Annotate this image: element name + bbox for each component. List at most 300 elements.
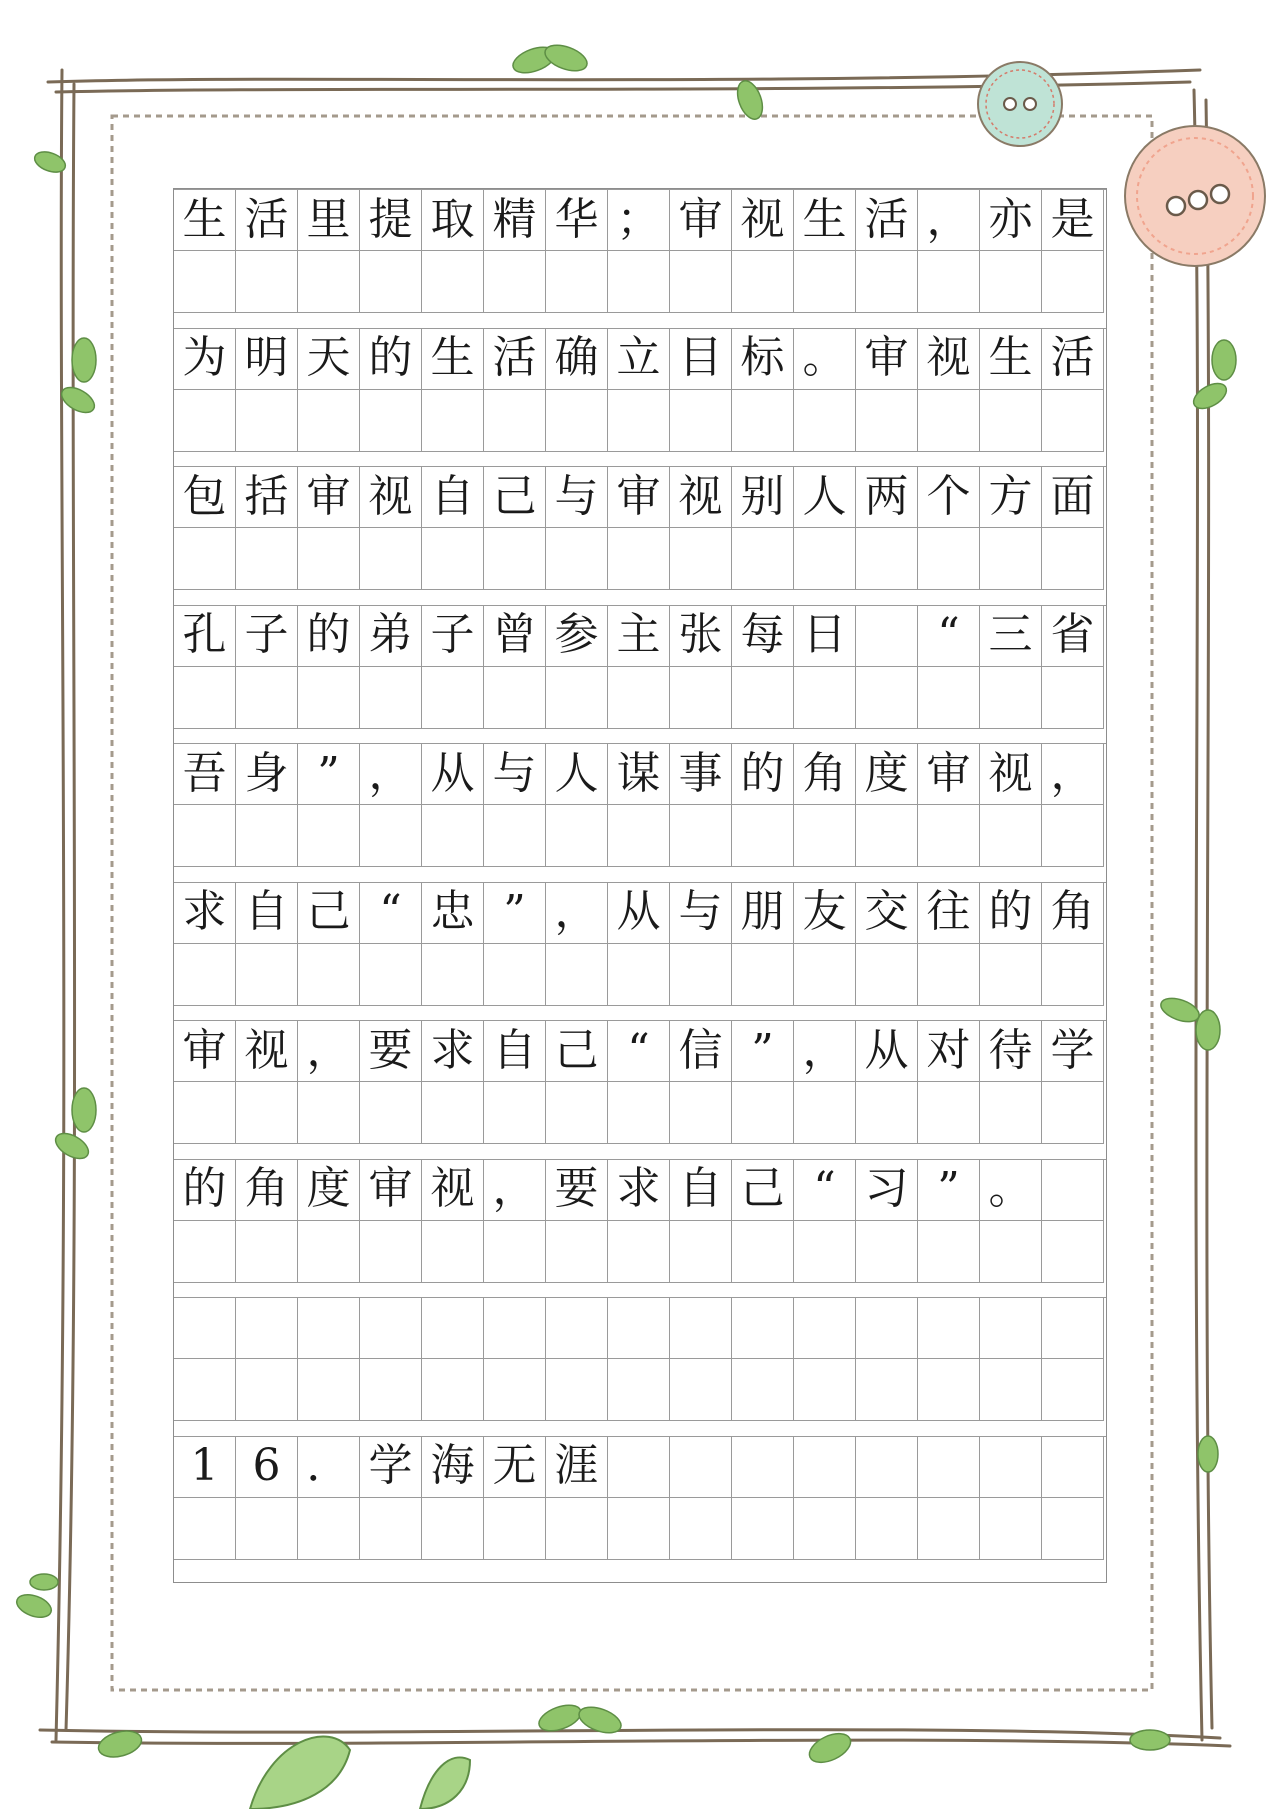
practice-cell xyxy=(856,1221,918,1283)
practice-cell xyxy=(794,944,856,1006)
practice-cell xyxy=(856,251,918,313)
practice-cell xyxy=(608,1221,670,1283)
practice-cell xyxy=(918,251,980,313)
practice-cell xyxy=(670,1498,732,1560)
practice-cell xyxy=(298,251,360,313)
practice-cell xyxy=(732,390,794,452)
grid-cell: “ xyxy=(794,1159,856,1221)
practice-cell xyxy=(608,390,670,452)
grid-cell: 面 xyxy=(1042,466,1104,528)
practice-cell xyxy=(546,251,608,313)
practice-cell xyxy=(856,528,918,590)
grid-cell: ” xyxy=(484,882,546,944)
practice-cell xyxy=(484,1221,546,1283)
practice-cell xyxy=(732,667,794,729)
grid-cell: 视 xyxy=(422,1159,484,1221)
practice-cell xyxy=(546,528,608,590)
grid-cell: 审 xyxy=(174,1020,236,1082)
grid-cell: 省 xyxy=(1042,605,1104,667)
practice-cell xyxy=(546,390,608,452)
grid-cell: 吾 xyxy=(174,743,236,805)
practice-cell xyxy=(732,251,794,313)
practice-cell xyxy=(980,528,1042,590)
practice-cell xyxy=(422,528,484,590)
practice-cell xyxy=(236,1498,298,1560)
practice-cell xyxy=(174,1082,236,1144)
practice-cell xyxy=(608,805,670,867)
practice-cell xyxy=(546,667,608,729)
practice-cell xyxy=(670,1082,732,1144)
practice-cell xyxy=(980,390,1042,452)
grid-cell: 谋 xyxy=(608,743,670,805)
practice-cell xyxy=(236,251,298,313)
grid-cell xyxy=(856,1297,918,1359)
practice-cell xyxy=(236,528,298,590)
practice-cell xyxy=(484,390,546,452)
practice-cell xyxy=(484,251,546,313)
grid-cell: 审 xyxy=(360,1159,422,1221)
grid-cell: 从 xyxy=(856,1020,918,1082)
decorative-button-icon xyxy=(1125,126,1265,266)
practice-cell xyxy=(546,944,608,1006)
practice-cell xyxy=(856,1498,918,1560)
grid-cell: 的 xyxy=(298,605,360,667)
grid-cell: 己 xyxy=(546,1020,608,1082)
practice-cell xyxy=(360,1082,422,1144)
grid-cell: 是 xyxy=(1042,189,1104,251)
grid-cell: 视 xyxy=(918,328,980,390)
practice-cell xyxy=(546,1082,608,1144)
practice-cell xyxy=(422,251,484,313)
practice-cell xyxy=(298,1359,360,1421)
grid-cell: 。 xyxy=(794,328,856,390)
grid-cell: 生 xyxy=(980,328,1042,390)
grid-line-pair xyxy=(174,1159,1106,1283)
practice-cell xyxy=(918,805,980,867)
practice-cell xyxy=(174,251,236,313)
practice-cell xyxy=(360,944,422,1006)
practice-cell xyxy=(670,1221,732,1283)
practice-cell xyxy=(918,1359,980,1421)
grid-cell: 的 xyxy=(174,1159,236,1221)
grid-cell: 立 xyxy=(608,328,670,390)
practice-cell xyxy=(670,805,732,867)
practice-cell xyxy=(856,1359,918,1421)
practice-cell xyxy=(236,1221,298,1283)
practice-cell xyxy=(422,1221,484,1283)
grid-line-pair xyxy=(174,605,1106,729)
practice-cell xyxy=(1042,528,1104,590)
grid-cell: ” xyxy=(298,743,360,805)
grid-cell xyxy=(918,1297,980,1359)
practice-cell xyxy=(980,805,1042,867)
grid-cell xyxy=(794,1436,856,1498)
grid-cell: “ xyxy=(918,605,980,667)
practice-cell xyxy=(608,251,670,313)
large-leaf-icon xyxy=(250,1736,470,1809)
grid-cell: 别 xyxy=(732,466,794,528)
grid-cell: 为 xyxy=(174,328,236,390)
decorative-button-icon xyxy=(978,62,1062,146)
practice-cell xyxy=(608,1498,670,1560)
grid-cell: 的 xyxy=(980,882,1042,944)
practice-cell xyxy=(422,1082,484,1144)
grid-cell: “ xyxy=(608,1020,670,1082)
grid-line-pair xyxy=(174,882,1106,1006)
practice-cell xyxy=(360,251,422,313)
grid-cell: 交 xyxy=(856,882,918,944)
practice-cell xyxy=(732,528,794,590)
grid-cell: 包 xyxy=(174,466,236,528)
grid-cell: 目 xyxy=(670,328,732,390)
practice-cell xyxy=(1042,1221,1104,1283)
practice-cell xyxy=(670,944,732,1006)
practice-cell xyxy=(484,805,546,867)
grid-cell: 视 xyxy=(670,466,732,528)
practice-cell xyxy=(236,805,298,867)
grid-cell: 求 xyxy=(174,882,236,944)
grid-cell: 取 xyxy=(422,189,484,251)
practice-cell xyxy=(608,944,670,1006)
grid-cell: 要 xyxy=(546,1159,608,1221)
practice-cell xyxy=(174,944,236,1006)
grid-cell: ， xyxy=(546,882,608,944)
grid-cell: 个 xyxy=(918,466,980,528)
grid-cell: 天 xyxy=(298,328,360,390)
practice-cell xyxy=(360,390,422,452)
practice-cell xyxy=(794,1221,856,1283)
grid-cell: 视 xyxy=(980,743,1042,805)
grid-cell: 审 xyxy=(298,466,360,528)
grid-line-pair xyxy=(174,1297,1106,1421)
practice-cell xyxy=(298,667,360,729)
grid-cell: 1 xyxy=(174,1436,236,1498)
grid-cell: 人 xyxy=(794,466,856,528)
practice-cell xyxy=(298,1082,360,1144)
practice-cell xyxy=(732,1221,794,1283)
practice-cell xyxy=(670,390,732,452)
practice-cell xyxy=(422,1359,484,1421)
grid-cell xyxy=(794,1297,856,1359)
practice-cell xyxy=(980,944,1042,1006)
grid-cell xyxy=(670,1436,732,1498)
practice-cell xyxy=(980,667,1042,729)
practice-cell xyxy=(422,1498,484,1560)
grid-cell: 与 xyxy=(670,882,732,944)
grid-cell: 待 xyxy=(980,1020,1042,1082)
practice-cell xyxy=(298,1221,360,1283)
practice-cell xyxy=(856,1082,918,1144)
grid-cell: 要 xyxy=(360,1020,422,1082)
practice-cell xyxy=(546,805,608,867)
grid-cell: 子 xyxy=(236,605,298,667)
grid-cell: ． xyxy=(298,1436,360,1498)
grid-cell xyxy=(980,1436,1042,1498)
grid-cell: 生 xyxy=(422,328,484,390)
grid-cell: 与 xyxy=(546,466,608,528)
grid-cell: 方 xyxy=(980,466,1042,528)
grid-cell: 与 xyxy=(484,743,546,805)
grid-cell: 学 xyxy=(360,1436,422,1498)
grid-cell: 求 xyxy=(608,1159,670,1221)
grid-cell: 求 xyxy=(422,1020,484,1082)
practice-cell xyxy=(918,1221,980,1283)
practice-cell xyxy=(298,528,360,590)
practice-cell xyxy=(732,1359,794,1421)
practice-cell xyxy=(670,251,732,313)
grid-cell xyxy=(918,1436,980,1498)
grid-cell: 精 xyxy=(484,189,546,251)
practice-cell xyxy=(608,667,670,729)
grid-line-pair xyxy=(174,328,1106,452)
grid-cell: 三 xyxy=(980,605,1042,667)
practice-cell xyxy=(174,390,236,452)
practice-cell xyxy=(856,667,918,729)
grid-cell: 自 xyxy=(422,466,484,528)
grid-cell: 括 xyxy=(236,466,298,528)
grid-cell: 从 xyxy=(608,882,670,944)
grid-cell: 主 xyxy=(608,605,670,667)
grid-cell: 日 xyxy=(794,605,856,667)
practice-cell xyxy=(360,1221,422,1283)
grid-cell: 生 xyxy=(794,189,856,251)
grid-cell: ， xyxy=(298,1020,360,1082)
grid-cell: 习 xyxy=(856,1159,918,1221)
practice-cell xyxy=(856,390,918,452)
grid-cell xyxy=(1042,1297,1104,1359)
grid-cell: 活 xyxy=(236,189,298,251)
practice-cell xyxy=(236,944,298,1006)
grid-cell xyxy=(980,1297,1042,1359)
grid-cell: “ xyxy=(360,882,422,944)
practice-cell xyxy=(608,528,670,590)
grid-cell xyxy=(732,1436,794,1498)
practice-cell xyxy=(298,944,360,1006)
practice-cell xyxy=(360,667,422,729)
practice-cell xyxy=(236,1082,298,1144)
grid-cell: 华 xyxy=(546,189,608,251)
grid-line-pair xyxy=(174,743,1106,867)
practice-cell xyxy=(484,1498,546,1560)
grid-cell: 角 xyxy=(794,743,856,805)
grid-cell: 友 xyxy=(794,882,856,944)
practice-cell xyxy=(236,390,298,452)
grid-cell: 生 xyxy=(174,189,236,251)
grid-cell: 子 xyxy=(422,605,484,667)
practice-cell xyxy=(794,1498,856,1560)
practice-cell xyxy=(174,805,236,867)
practice-cell xyxy=(174,1359,236,1421)
grid-cell xyxy=(608,1436,670,1498)
practice-cell xyxy=(918,1082,980,1144)
practice-cell xyxy=(1042,390,1104,452)
grid-cell xyxy=(360,1297,422,1359)
grid-cell xyxy=(732,1297,794,1359)
practice-cell xyxy=(1042,1359,1104,1421)
grid-cell: 审 xyxy=(608,466,670,528)
grid-cell: 提 xyxy=(360,189,422,251)
grid-cell: 身 xyxy=(236,743,298,805)
practice-cell xyxy=(236,667,298,729)
practice-cell xyxy=(918,390,980,452)
practice-cell xyxy=(174,667,236,729)
grid-cell: 6 xyxy=(236,1436,298,1498)
grid-cell: ， xyxy=(794,1020,856,1082)
grid-cell xyxy=(608,1297,670,1359)
grid-cell: 自 xyxy=(484,1020,546,1082)
grid-line-pair xyxy=(174,466,1106,590)
grid-cell: ； xyxy=(608,189,670,251)
grid-cell: 事 xyxy=(670,743,732,805)
practice-cell xyxy=(670,1359,732,1421)
practice-cell xyxy=(918,944,980,1006)
grid-cell: 。 xyxy=(980,1159,1042,1221)
practice-cell xyxy=(484,944,546,1006)
practice-cell xyxy=(1042,1082,1104,1144)
practice-cell xyxy=(1042,1498,1104,1560)
grid-cell: 两 xyxy=(856,466,918,528)
grid-cell: 的 xyxy=(732,743,794,805)
grid-cell xyxy=(856,1436,918,1498)
grid-cell: 活 xyxy=(1042,328,1104,390)
practice-cell xyxy=(174,1498,236,1560)
practice-cell xyxy=(1042,805,1104,867)
practice-cell xyxy=(794,667,856,729)
practice-cell xyxy=(980,251,1042,313)
practice-cell xyxy=(546,1359,608,1421)
grid-cell: 人 xyxy=(546,743,608,805)
practice-cell xyxy=(360,1498,422,1560)
practice-cell xyxy=(732,805,794,867)
grid-cell xyxy=(236,1297,298,1359)
grid-cell: ， xyxy=(918,189,980,251)
grid-cell: 度 xyxy=(298,1159,360,1221)
practice-cell xyxy=(918,528,980,590)
grid-cell: 审 xyxy=(670,189,732,251)
grid-cell: 视 xyxy=(360,466,422,528)
practice-cell xyxy=(236,1359,298,1421)
grid-cell: 自 xyxy=(670,1159,732,1221)
practice-cell xyxy=(794,805,856,867)
grid-cell: 己 xyxy=(732,1159,794,1221)
practice-cell xyxy=(1042,944,1104,1006)
practice-cell xyxy=(608,1082,670,1144)
grid-cell: 往 xyxy=(918,882,980,944)
practice-cell xyxy=(484,1082,546,1144)
grid-cell xyxy=(1042,1436,1104,1498)
grid-cell: 对 xyxy=(918,1020,980,1082)
grid-cell: ， xyxy=(360,743,422,805)
practice-cell xyxy=(360,1359,422,1421)
grid-cell: 每 xyxy=(732,605,794,667)
practice-cell xyxy=(1042,251,1104,313)
practice-cell xyxy=(732,944,794,1006)
writing-grid-sheet xyxy=(173,188,1107,1583)
grid-cell: 己 xyxy=(298,882,360,944)
grid-cell: 海 xyxy=(422,1436,484,1498)
grid-cell: ” xyxy=(918,1159,980,1221)
practice-cell xyxy=(422,944,484,1006)
grid-cell: 确 xyxy=(546,328,608,390)
grid-cell: 参 xyxy=(546,605,608,667)
grid-cell xyxy=(546,1297,608,1359)
practice-cell xyxy=(794,390,856,452)
grid-line-pair xyxy=(174,1020,1106,1144)
grid-cell: 标 xyxy=(732,328,794,390)
grid-cell: ” xyxy=(732,1020,794,1082)
grid-cell xyxy=(484,1297,546,1359)
grid-cell: ， xyxy=(1042,743,1104,805)
practice-cell xyxy=(546,1498,608,1560)
practice-cell xyxy=(732,1082,794,1144)
practice-cell xyxy=(732,1498,794,1560)
grid-cell: 视 xyxy=(732,189,794,251)
practice-cell xyxy=(794,1082,856,1144)
grid-cell: 视 xyxy=(236,1020,298,1082)
practice-cell xyxy=(608,1359,670,1421)
grid-cell: 己 xyxy=(484,466,546,528)
grid-cell: 角 xyxy=(236,1159,298,1221)
practice-cell xyxy=(174,1221,236,1283)
grid-cell: 审 xyxy=(856,328,918,390)
grid-cell xyxy=(1042,1159,1104,1221)
grid-cell: ， xyxy=(484,1159,546,1221)
practice-cell xyxy=(298,390,360,452)
practice-cell xyxy=(856,805,918,867)
grid-cell: 亦 xyxy=(980,189,1042,251)
grid-cell: 度 xyxy=(856,743,918,805)
practice-cell xyxy=(918,1498,980,1560)
grid-cell: 从 xyxy=(422,743,484,805)
grid-cell xyxy=(422,1297,484,1359)
practice-cell xyxy=(422,390,484,452)
grid-cell: 的 xyxy=(360,328,422,390)
practice-cell xyxy=(298,805,360,867)
grid-line-pair xyxy=(174,189,1106,313)
grid-cell: 曾 xyxy=(484,605,546,667)
grid-cell: 信 xyxy=(670,1020,732,1082)
practice-cell xyxy=(980,1498,1042,1560)
practice-cell xyxy=(980,1221,1042,1283)
grid-cell: 弟 xyxy=(360,605,422,667)
grid-cell: 里 xyxy=(298,189,360,251)
grid-cell: 孔 xyxy=(174,605,236,667)
practice-cell xyxy=(484,528,546,590)
grid-cell: 涯 xyxy=(546,1436,608,1498)
grid-line-pair xyxy=(174,1436,1106,1560)
grid-cell: 张 xyxy=(670,605,732,667)
grid-cell xyxy=(298,1297,360,1359)
grid-cell: 活 xyxy=(856,189,918,251)
grid-cell xyxy=(174,1297,236,1359)
practice-cell xyxy=(546,1221,608,1283)
grid-cell: 朋 xyxy=(732,882,794,944)
practice-cell xyxy=(794,1359,856,1421)
grid-cell xyxy=(856,605,918,667)
practice-cell xyxy=(360,805,422,867)
practice-cell xyxy=(484,1359,546,1421)
grid-cell: 忠 xyxy=(422,882,484,944)
grid-cell: 活 xyxy=(484,328,546,390)
grid-cell: 审 xyxy=(918,743,980,805)
practice-cell xyxy=(918,667,980,729)
grid-cell xyxy=(670,1297,732,1359)
grid-cell: 学 xyxy=(1042,1020,1104,1082)
practice-cell xyxy=(670,528,732,590)
practice-cell xyxy=(174,528,236,590)
practice-cell xyxy=(794,528,856,590)
practice-cell xyxy=(980,1082,1042,1144)
